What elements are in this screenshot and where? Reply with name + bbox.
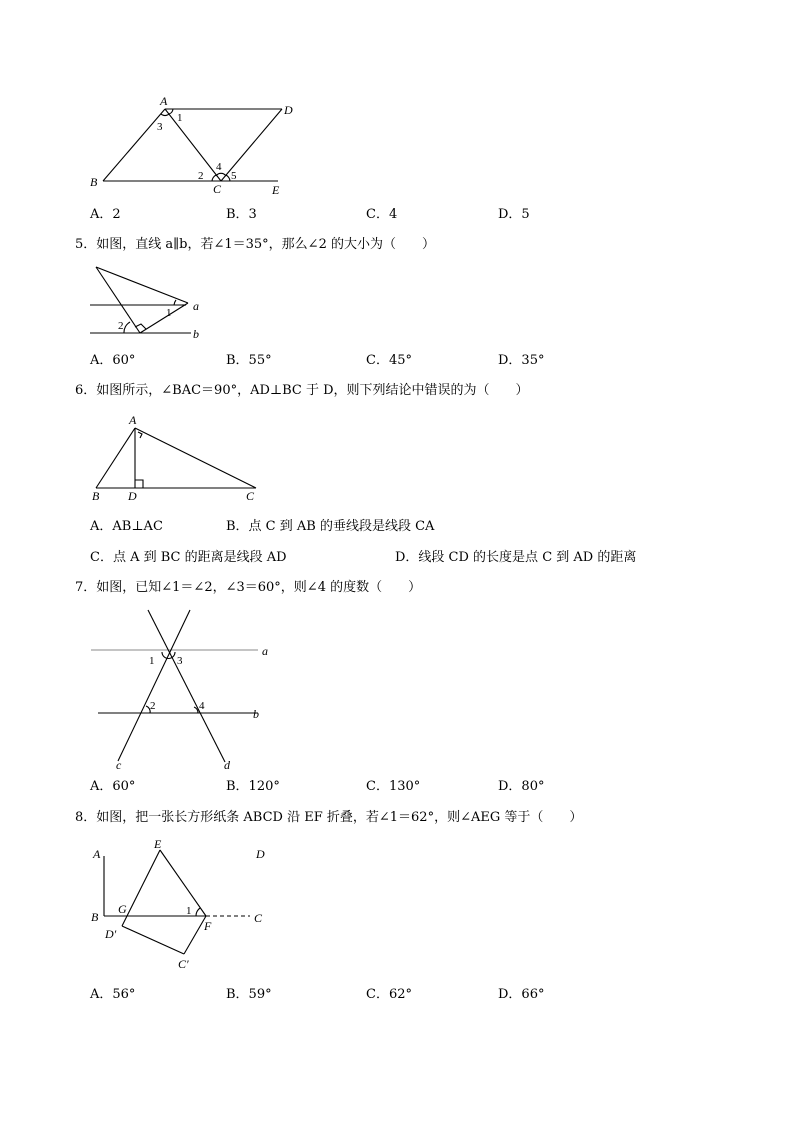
q5-figure [88,262,213,342]
q4-angle-5: 5 [231,170,237,182]
q6-option-c[interactable]: C．点 A 到 BC 的距离是线段 AD [90,550,287,565]
q5-label-a: a [193,299,199,313]
q8-option-d[interactable]: D．66° [498,987,545,1002]
q6-figure [88,410,263,505]
q7-stem: 7．如图，已知∠1＝∠2，∠3＝60°，则∠4 的度数（ ） [75,580,422,595]
q4-label-b: B [90,175,98,189]
q6-option-d[interactable]: D．线段 CD 的长度是点 C 到 AD 的距离 [395,550,637,565]
q8-figure [88,836,273,976]
q7-angle-3: 3 [177,655,183,667]
q4-label-d: D [284,103,293,117]
q8-option-b[interactable]: B．59° [226,987,272,1002]
q8-stem: 8．如图，把一张长方形纸条 ABCD 沿 EF 折叠，若∠1＝62°，则∠AEG 等于（ ） [75,810,583,825]
q8-option-c[interactable]: C．62° [366,987,412,1002]
q8-label-a: A [93,847,101,861]
q5-option-a[interactable]: A．60° [90,353,136,368]
q8-label-c-prime: C′ [178,957,189,971]
q4-angle-2: 2 [198,170,204,182]
q4-label-a: A [160,94,168,108]
q6-stem: 6．如图所示，∠BAC＝90°，AD⊥BC 于 D，则下列结论中错误的为（ ） [75,383,529,398]
q6-label-c: C [246,489,255,503]
q5-label-b: b [193,327,199,341]
q8-label-d: D [256,847,265,861]
q4-label-c: C [213,182,222,196]
q7-angle-4: 4 [199,700,205,712]
q8-angle-1: 1 [186,905,192,917]
q4-angle-3: 3 [157,121,163,133]
q5-option-b[interactable]: B．55° [226,353,272,368]
q8-label-c: C [254,911,263,925]
q4-angle-4: 4 [216,161,222,173]
q7-option-b[interactable]: B．120° [226,779,280,794]
q6-label-b: B [92,489,100,503]
q7-option-c[interactable]: C．130° [366,779,421,794]
q6-label-a: A [129,413,137,427]
q8-label-e: E [154,837,162,851]
q7-label-d: d [224,758,230,771]
q4-figure [85,92,300,200]
q4-label-e: E [272,183,280,197]
q4-option-b[interactable]: B．3 [226,207,257,222]
q7-option-a[interactable]: A．60° [90,779,136,794]
q6-label-d: D [128,489,137,503]
q7-label-c: c [116,758,122,771]
q7-angle-1: 1 [149,655,155,667]
q4-option-a[interactable]: A．2 [90,207,121,222]
q4-option-d[interactable]: D．5 [498,207,530,222]
q7-figure [88,606,273,771]
q5-angle-1: 1 [166,307,172,319]
q7-label-b: b [253,707,259,721]
q8-label-f: F [204,919,212,933]
q8-label-b: B [91,910,99,924]
q8-label-d-prime: D′ [105,927,117,941]
q5-option-d[interactable]: D．35° [498,353,545,368]
q6-option-a[interactable]: A．AB⊥AC [90,519,163,534]
q7-option-d[interactable]: D．80° [498,779,545,794]
q7-angle-2: 2 [150,700,156,712]
q5-angle-2: 2 [118,320,124,332]
q5-option-c[interactable]: C．45° [366,353,412,368]
q7-label-a: a [262,644,268,658]
q4-option-c[interactable]: C．4 [366,207,398,222]
q6-option-b[interactable]: B．点 C 到 AB 的垂线段是线段 CA [226,519,435,534]
q8-label-g: G [118,902,127,916]
q5-stem: 5．如图，直线 a∥b，若∠1＝35°，那么∠2 的大小为（ ） [75,237,435,252]
q4-angle-1: 1 [177,112,183,124]
q8-option-a[interactable]: A．56° [90,987,136,1002]
